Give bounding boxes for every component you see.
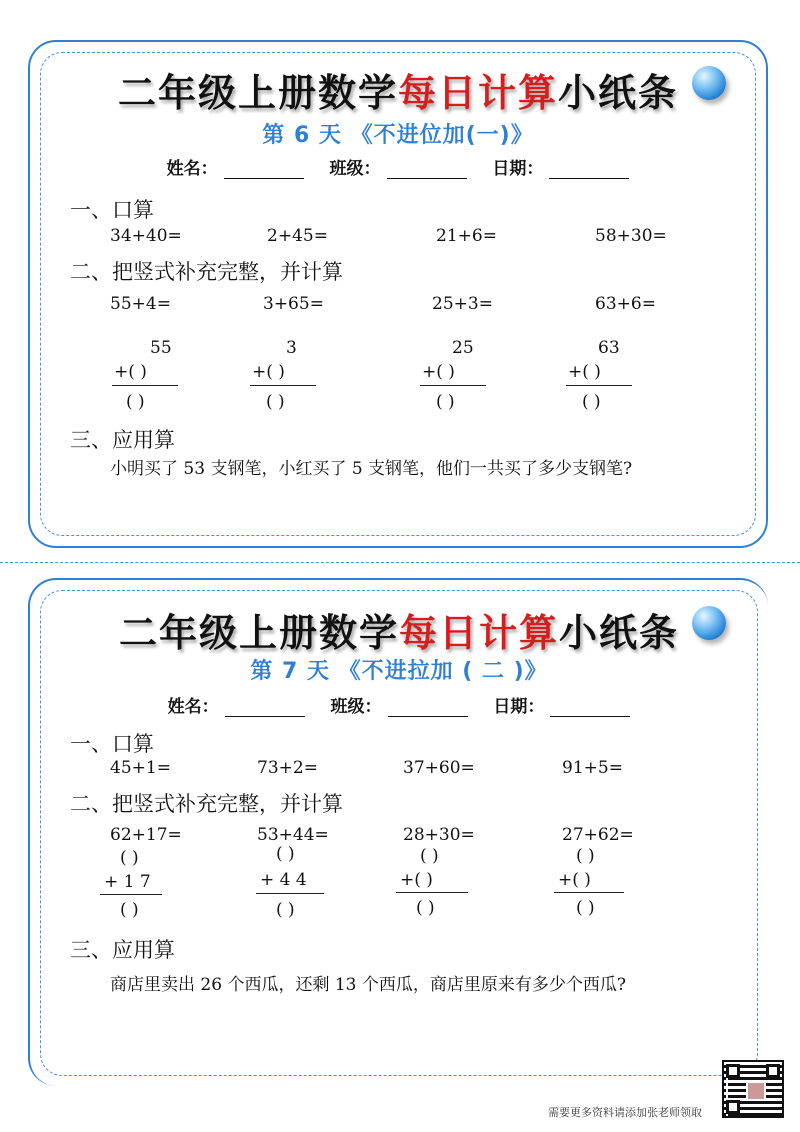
sheet-2-subtitle: 第 7 天 《不进拉加 ( 二 )》 <box>250 659 548 684</box>
vertical-line <box>100 894 162 895</box>
top-blank[interactable]: ( ) <box>576 846 595 866</box>
avatar <box>746 1081 766 1101</box>
addend-blank[interactable]: +( ) <box>568 362 601 382</box>
oral-problem: 73+2= <box>257 758 318 778</box>
date-field[interactable]: 日期： <box>493 692 630 717</box>
result-blank[interactable]: ( ) <box>120 900 139 920</box>
result-blank[interactable]: ( ) <box>416 898 435 918</box>
vertical-top-number: 25 <box>452 338 474 358</box>
vertical-top-number: 55 <box>150 338 172 358</box>
oral-problem: 21+6= <box>436 226 497 246</box>
vertical-problem: 27+62= <box>562 825 634 845</box>
vertical-top-number: 63 <box>598 338 620 358</box>
section-vertical-heading: 二、把竖式补充完整，并计算 <box>70 792 343 816</box>
addend-blank[interactable]: +( ) <box>400 870 433 890</box>
section-word-problem-heading: 三、应用算 <box>70 428 175 452</box>
footer-note: 需要更多资料请添加张老师领取 <box>548 1106 702 1119</box>
oral-problem: 58+30= <box>595 226 667 246</box>
vertical-line <box>554 892 624 893</box>
oral-problem: 2+45= <box>267 226 328 246</box>
word-problem: 商店里卖出 26 个西瓜，还剩 13 个西瓜，商店里原来有多少个西瓜? <box>110 975 626 995</box>
vertical-problem: 25+3= <box>432 294 493 314</box>
sheet-1 <box>28 40 768 548</box>
addend-blank[interactable]: +( ) <box>558 870 591 890</box>
ball-icon <box>692 606 726 640</box>
sheet-2-title: 二年级上册数学每日计算小纸条 <box>118 611 680 655</box>
vertical-line <box>566 385 632 386</box>
section-oral-heading: 一、口算 <box>70 198 154 222</box>
section-word-problem-heading: 三、应用算 <box>70 938 175 962</box>
addend-blank[interactable]: +( ) <box>422 362 455 382</box>
class-field[interactable]: 班级： <box>330 154 467 179</box>
result-blank[interactable]: ( ) <box>276 900 295 920</box>
section-vertical-heading: 二、把竖式补充完整，并计算 <box>70 260 343 284</box>
vertical-mid-number: + 1 7 <box>104 872 151 892</box>
vertical-line <box>420 385 486 386</box>
top-blank[interactable]: ( ) <box>276 844 295 864</box>
cut-line <box>0 562 800 563</box>
sheet-1-info-fields <box>30 154 766 179</box>
sheet-1-subtitle: 第 6 天 《不进位加(一)》 <box>262 123 534 148</box>
addend-blank[interactable]: +( ) <box>252 362 285 382</box>
top-blank[interactable]: ( ) <box>420 846 439 866</box>
ball-icon <box>692 66 726 100</box>
result-blank[interactable]: ( ) <box>582 392 601 412</box>
qr-code-icon <box>722 1060 784 1118</box>
section-oral-heading: 一、口算 <box>70 732 154 756</box>
result-blank[interactable]: ( ) <box>266 392 285 412</box>
vertical-problem: 53+44= <box>257 825 329 845</box>
vertical-mid-number: + 4 4 <box>260 870 307 890</box>
oral-problem: 34+40= <box>110 226 182 246</box>
vertical-problem: 63+6= <box>595 294 656 314</box>
name-field[interactable]: 姓名： <box>167 154 304 179</box>
word-problem: 小明买了 53 支钢笔，小红买了 5 支钢笔，他们一共买了多少支钢笔? <box>110 459 633 479</box>
result-blank[interactable]: ( ) <box>576 898 595 918</box>
result-blank[interactable]: ( ) <box>436 392 455 412</box>
name-field[interactable]: 姓名： <box>168 692 305 717</box>
vertical-top-number: 3 <box>286 338 297 358</box>
date-field[interactable]: 日期： <box>492 154 629 179</box>
top-blank[interactable]: ( ) <box>120 848 139 868</box>
sheet-1-title: 二年级上册数学每日计算小纸条 <box>117 71 679 115</box>
sheet-2-info-fields <box>30 692 768 717</box>
sheet-2 <box>28 578 768 1086</box>
oral-problem: 91+5= <box>562 758 623 778</box>
class-field[interactable]: 班级： <box>331 692 468 717</box>
vertical-line <box>396 892 468 893</box>
vertical-problem: 28+30= <box>403 825 475 845</box>
oral-problem: 37+60= <box>403 758 475 778</box>
result-blank[interactable]: ( ) <box>126 392 145 412</box>
vertical-problem: 55+4= <box>110 294 171 314</box>
vertical-line <box>256 893 324 894</box>
vertical-problem: 3+65= <box>263 294 324 314</box>
addend-blank[interactable]: +( ) <box>114 362 147 382</box>
oral-problem: 45+1= <box>110 758 171 778</box>
vertical-line <box>250 385 316 386</box>
vertical-line <box>112 385 178 386</box>
vertical-problem: 62+17= <box>110 825 182 845</box>
